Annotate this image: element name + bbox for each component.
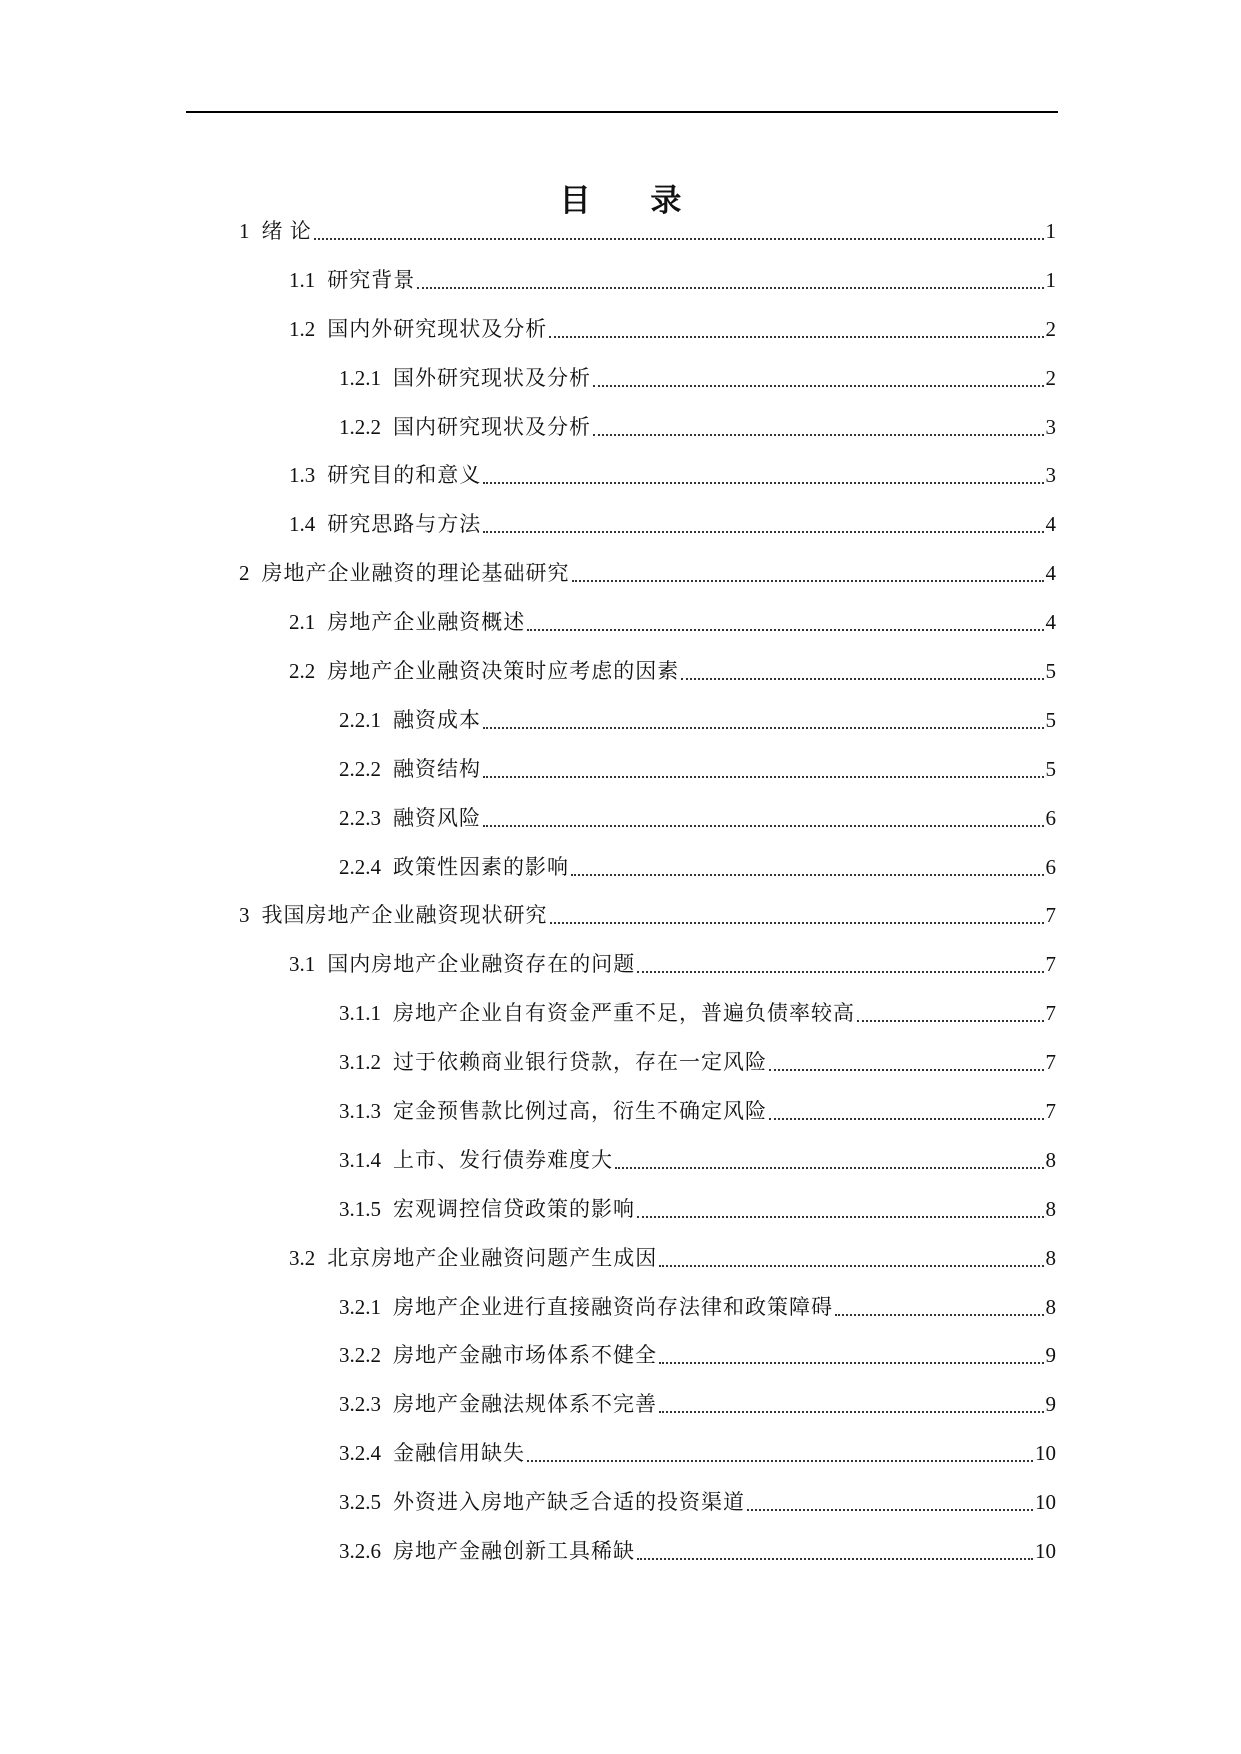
toc-entry[interactable]: [0, 854, 1056, 903]
toc-entry-number: 2.2.1: [339, 707, 381, 732]
toc-entry[interactable]: [0, 951, 1056, 1000]
toc-entry[interactable]: [0, 267, 1056, 316]
toc-entry-title: 房地产企业进行直接融资尚存法律和政策障碍: [393, 1294, 833, 1319]
toc-entry-number: 3.2.4: [339, 1441, 381, 1466]
toc-entry-page-number: 10: [1035, 1539, 1056, 1564]
toc-entry[interactable]: [0, 658, 1056, 707]
toc-entry-title: 房地产金融法规体系不完善: [393, 1392, 657, 1417]
toc-entry-page-number: 5: [1045, 707, 1056, 732]
toc-entry-page-number: 5: [1045, 756, 1056, 781]
toc-entry-number: 3.2.5: [339, 1490, 381, 1515]
toc-entry[interactable]: [0, 414, 1056, 463]
toc-entry-title: 政策性因素的影响: [393, 854, 569, 879]
toc-dot-leader: [417, 267, 1043, 289]
toc-entry-title: 国内研究现状及分析: [393, 414, 591, 439]
toc-entry-number: 1: [239, 219, 250, 243]
toc-entry-page-number: 1: [1045, 219, 1056, 243]
toc-entry-page-number: 5: [1045, 659, 1056, 684]
header-rule: [186, 111, 1058, 113]
toc-entry-page-number: 8: [1045, 1294, 1056, 1319]
toc-entry-title: 过于依赖商业银行贷款，存在一定风险: [393, 1050, 767, 1075]
toc-entry-title: 房地产金融市场体系不健全: [393, 1343, 657, 1368]
toc-entry[interactable]: [0, 560, 1056, 609]
toc-entry-title: 房地产企业融资概述: [327, 610, 526, 635]
toc-entry-title: 房地产企业融资的理论基础研究: [261, 561, 570, 586]
toc-dot-leader: [527, 1440, 1033, 1462]
toc-entry-title: 融资结构: [393, 756, 481, 781]
toc-dot-leader: [637, 951, 1043, 973]
toc-entry-page-number: 6: [1045, 805, 1056, 830]
toc-entry-number: 2.1: [289, 610, 316, 635]
toc-entry[interactable]: [0, 1147, 1056, 1196]
toc-entry[interactable]: [0, 511, 1056, 560]
toc-entry-page-number: 10: [1035, 1441, 1056, 1466]
toc-entry-number: 1.2.1: [339, 365, 381, 390]
toc-entry-title: 金融信用缺失: [393, 1441, 525, 1466]
toc-entry-title: 定金预售款比例过高，衍生不确定风险: [393, 1099, 767, 1124]
toc-entry-number: 3.1.5: [339, 1196, 381, 1221]
toc-entry-number: 1.2.2: [339, 414, 381, 439]
toc-entry-page-number: 2: [1045, 365, 1056, 390]
toc-dot-leader: [483, 462, 1043, 484]
toc-dot-leader: [857, 1000, 1044, 1022]
toc-entry-number: 3.1: [289, 952, 316, 977]
toc-entry[interactable]: [0, 1098, 1056, 1147]
toc-entry-title: 国内房地产企业融资存在的问题: [327, 952, 636, 977]
toc-dot-leader: [483, 707, 1044, 729]
toc-entry[interactable]: [0, 1245, 1056, 1294]
toc-entry-title: 上市、发行债券难度大: [393, 1147, 613, 1172]
toc-entry-page-number: 7: [1045, 1001, 1056, 1026]
toc-entry[interactable]: [0, 462, 1056, 511]
toc-entry[interactable]: [0, 1538, 1056, 1587]
toc-dot-leader: [572, 560, 1044, 582]
toc-entry-number: 2.2.3: [339, 805, 381, 830]
toc-entry-number: 1.2: [289, 316, 316, 341]
toc-list: [0, 218, 1241, 1587]
toc-entry-title: 北京房地产企业融资问题产生成因: [327, 1245, 658, 1270]
toc-entry-number: 3.2.6: [339, 1539, 381, 1564]
toc-entry-page-number: 7: [1045, 952, 1056, 977]
toc-entry[interactable]: [0, 805, 1056, 854]
toc-entry-number: 2.2.2: [339, 756, 381, 781]
toc-entry[interactable]: [0, 756, 1056, 805]
toc-entry[interactable]: [0, 1294, 1056, 1343]
toc-entry-number: 3.1.1: [339, 1001, 381, 1026]
toc-entry[interactable]: [0, 1196, 1056, 1245]
toc-entry-page-number: 3: [1045, 414, 1056, 439]
toc-dot-leader: [549, 316, 1043, 338]
toc-entry-page-number: 10: [1035, 1490, 1056, 1515]
toc-dot-leader: [747, 1489, 1033, 1511]
toc-entry-title: 宏观调控信贷政策的影响: [393, 1196, 635, 1221]
toc-entry-title: 房地产金融创新工具稀缺: [393, 1539, 635, 1564]
toc-entry-page-number: 4: [1045, 610, 1056, 635]
toc-entry-number: 3.1.3: [339, 1099, 381, 1124]
toc-dot-leader: [681, 658, 1043, 680]
toc-entry[interactable]: [0, 1049, 1056, 1098]
toc-entry-page-number: 1: [1045, 267, 1056, 292]
toc-entry-title: 融资风险: [393, 805, 481, 830]
toc-entry[interactable]: [0, 1000, 1056, 1049]
toc-entry-page-number: 4: [1045, 561, 1056, 586]
toc-entry-number: 3.1.2: [339, 1050, 381, 1075]
toc-entry-title: 我国房地产企业融资现状研究: [261, 903, 548, 928]
toc-dot-leader: [593, 414, 1044, 436]
toc-entry-title: 研究思路与方法: [327, 512, 482, 537]
toc-entry-page-number: 9: [1045, 1392, 1056, 1417]
toc-entry-page-number: 2: [1045, 316, 1056, 341]
toc-entry-page-number: 7: [1045, 1099, 1056, 1124]
toc-entry-number: 3.1.4: [339, 1147, 381, 1172]
toc-entry-number: 2: [239, 561, 250, 586]
toc-entry-page-number: 8: [1045, 1245, 1056, 1270]
toc-entry[interactable]: [0, 1489, 1056, 1538]
toc-dot-leader: [527, 609, 1043, 631]
toc-entry[interactable]: [0, 902, 1056, 951]
toc-entry-number: 3: [239, 903, 250, 928]
toc-entry-page-number: 7: [1045, 1050, 1056, 1075]
toc-entry[interactable]: [0, 609, 1056, 658]
toc-dot-leader: [769, 1098, 1044, 1120]
toc-entry[interactable]: [0, 1342, 1056, 1391]
toc-entry-title: 外资进入房地产缺乏合适的投资渠道: [393, 1490, 745, 1515]
toc-dot-leader: [615, 1147, 1044, 1169]
toc-entry-title: 国内外研究现状及分析: [327, 316, 548, 341]
toc-dot-leader: [593, 365, 1044, 387]
toc-dot-leader: [637, 1196, 1044, 1218]
toc-title: 目 录: [559, 182, 708, 218]
toc-dot-leader: [769, 1049, 1044, 1071]
toc-entry-page-number: 3: [1045, 463, 1056, 488]
toc-entry-number: 1.3: [289, 463, 316, 488]
toc-entry-page-number: 8: [1045, 1196, 1056, 1221]
toc-entry-page-number: 9: [1045, 1343, 1056, 1368]
toc-entry[interactable]: [0, 218, 1056, 267]
toc-entry-number: 2.2.4: [339, 854, 381, 879]
toc-entry-number: 2.2: [289, 659, 316, 684]
toc-dot-leader: [314, 218, 1044, 240]
toc-dot-leader: [659, 1342, 1044, 1364]
toc-entry-number: 3.2.3: [339, 1392, 381, 1417]
toc-dot-leader: [483, 805, 1044, 827]
toc-dot-leader: [571, 854, 1044, 876]
toc-dot-leader: [659, 1391, 1044, 1413]
toc-dot-leader: [550, 902, 1044, 924]
toc-entry-number: 3.2.1: [339, 1294, 381, 1319]
toc-entry-title: 房地产企业自有资金严重不足，普遍负债率较高: [393, 1001, 855, 1026]
toc-entry[interactable]: [0, 1440, 1056, 1489]
toc-entry[interactable]: [0, 316, 1056, 365]
toc-entry-title: 国外研究现状及分析: [393, 365, 591, 390]
toc-entry[interactable]: [0, 365, 1056, 414]
toc-entry-page-number: 4: [1045, 512, 1056, 537]
toc-entry-title: 研究背景: [327, 267, 416, 292]
toc-entry-title: 融资成本: [393, 707, 481, 732]
toc-entry-page-number: 7: [1045, 903, 1056, 928]
toc-dot-leader: [835, 1294, 1044, 1316]
toc-entry-number: 3.2: [289, 1245, 316, 1270]
toc-entry-title: 绪 论: [261, 219, 312, 243]
toc-entry-title: 房地产企业融资决策时应考虑的因素: [327, 659, 680, 684]
toc-dot-leader: [659, 1245, 1043, 1267]
toc-entry-number: 1.1: [289, 267, 316, 292]
toc-dot-leader: [637, 1538, 1033, 1560]
toc-entry-number: 1.4: [289, 512, 316, 537]
toc-dot-leader: [483, 511, 1043, 533]
toc-entry-page-number: 6: [1045, 854, 1056, 879]
toc-entry-page-number: 8: [1045, 1147, 1056, 1172]
toc-entry[interactable]: [0, 707, 1056, 756]
toc-entry-number: 3.2.2: [339, 1343, 381, 1368]
toc-entry-title: 研究目的和意义: [327, 463, 482, 488]
toc-dot-leader: [483, 756, 1044, 778]
toc-entry[interactable]: [0, 1391, 1056, 1440]
